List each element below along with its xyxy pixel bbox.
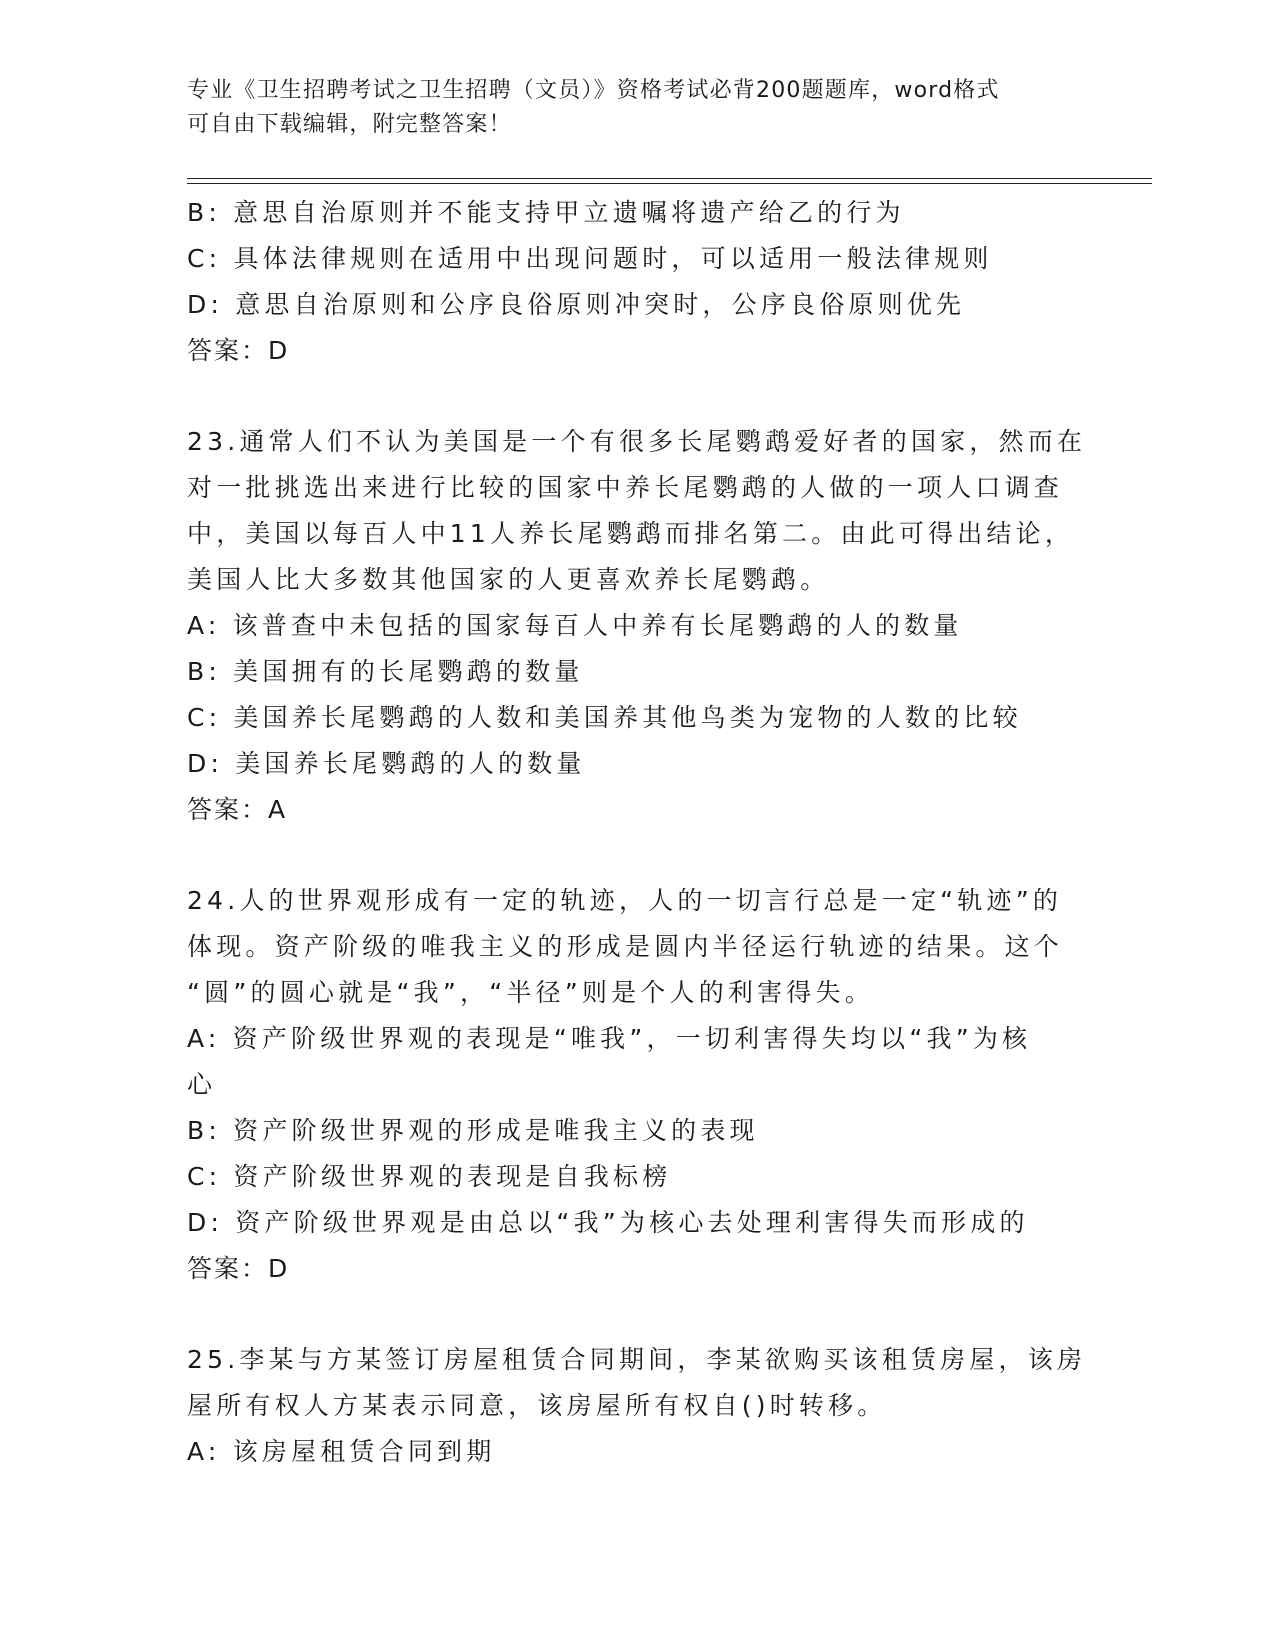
question-22-continued — [187, 190, 1087, 374]
option-b: B: 意思自治原则并不能支持甲立遗嘱将遗产给乙的行为 — [187, 198, 905, 227]
question-stem-line: 对一批挑选出来进行比较的国家中养长尾鹦鹉的人做的一项人口调查 — [187, 473, 1064, 502]
spacer — [187, 1292, 1087, 1337]
question-stem-line: 23.通常人们不认为美国是一个有很多长尾鹦鹉爱好者的国家，然而在 — [187, 427, 1087, 456]
option-a: A: 该普查中未包括的国家每百人中养有长尾鹦鹉的人的数量 — [187, 611, 963, 640]
option-b: B: 美国拥有的长尾鹦鹉的数量 — [187, 657, 584, 686]
question-25 — [187, 1337, 1087, 1475]
option-a: A: 资产阶级世界观的表现是“唯我”，一切利害得失均以“我”为核 — [187, 1024, 1032, 1053]
header-divider-thin — [187, 178, 1152, 179]
header-title-line-1: 专业《卫生招聘考试之卫生招聘（文员）》资格考试必背200题题库，word格式 — [187, 78, 1000, 103]
option-a: A: 该房屋租赁合同到期 — [187, 1437, 496, 1466]
question-stem-line: 屋所有权人方某表示同意，该房屋所有权自()时转移。 — [187, 1391, 887, 1420]
spacer — [187, 374, 1087, 419]
option-a-continued: 心 — [187, 1070, 217, 1099]
header-divider-thick — [187, 183, 1152, 184]
question-24 — [187, 878, 1087, 1292]
answer-line: 答案：D — [187, 336, 290, 365]
question-stem-line: 24.人的世界观形成有一定的轨迹，人的一切言行总是一定“轨迹”的 — [187, 886, 1063, 915]
question-stem-line: 中，美国以每百人中11人养长尾鹦鹉而排名第二。由此可得出结论， — [187, 519, 1075, 548]
option-c: C: 具体法律规则在适用中出现问题时，可以适用一般法律规则 — [187, 244, 993, 273]
question-23 — [187, 419, 1087, 833]
question-stem-line: 25.李某与方某签订房屋租赁合同期间，李某欲购买该租赁房屋，该房 — [187, 1345, 1087, 1374]
option-d: D: 意思自治原则和公序良俗原则冲突时，公序良俗原则优先 — [187, 290, 966, 319]
option-b: B: 资产阶级世界观的形成是唯我主义的表现 — [187, 1116, 759, 1145]
answer-line: 答案：A — [187, 795, 288, 824]
question-list — [187, 190, 1087, 1475]
option-c: C: 美国养长尾鹦鹉的人数和美国养其他鸟类为宠物的人数的比较 — [187, 703, 1022, 732]
page-header — [187, 74, 1087, 142]
option-d: D: 美国养长尾鹦鹉的人的数量 — [187, 749, 586, 778]
answer-line: 答案：D — [187, 1254, 290, 1283]
question-stem-line: 体现。资产阶级的唯我主义的形成是圆内半径运行轨迹的结果。这个 — [187, 932, 1064, 961]
question-stem-line: 美国人比大多数其他国家的人更喜欢养长尾鹦鹉。 — [187, 565, 830, 594]
header-title-line-2: 可自由下载编辑，附完整答案！ — [187, 112, 512, 137]
question-stem-line: “圆”的圆心就是“我”，“半径”则是个人的利害得失。 — [187, 978, 874, 1007]
spacer — [187, 833, 1087, 878]
option-c: C: 资产阶级世界观的表现是自我标榜 — [187, 1162, 672, 1191]
option-d: D: 资产阶级世界观是由总以“我”为核心去处理利害得失而形成的 — [187, 1208, 1029, 1237]
